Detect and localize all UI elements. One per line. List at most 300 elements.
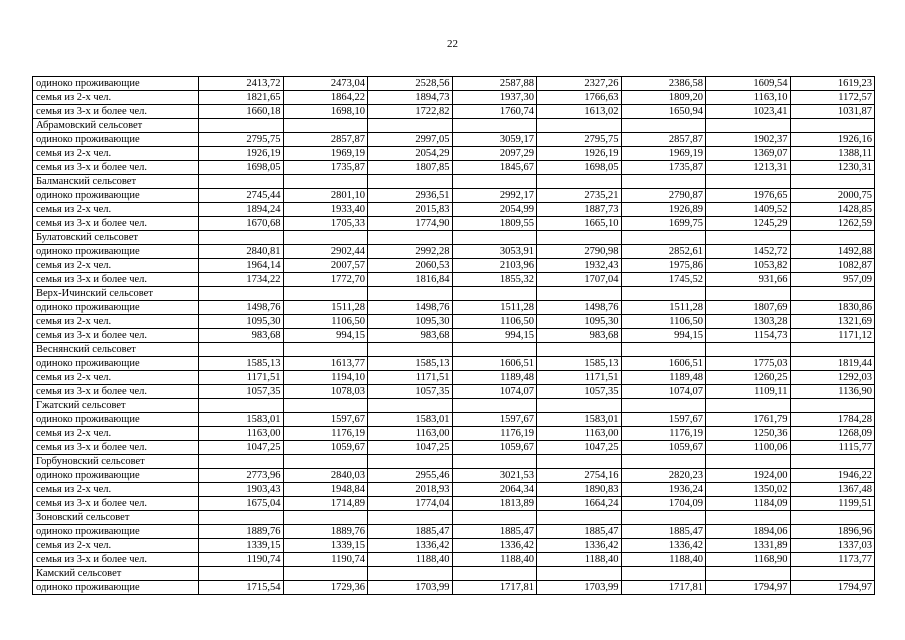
empty-cell [537,455,622,469]
empty-cell [537,399,622,413]
value-cell: 2790,87 [621,189,706,203]
table-row [33,301,875,315]
empty-cell [283,231,368,245]
table-row [33,427,875,441]
value-cell: 2936,51 [368,189,453,203]
empty-cell [368,119,453,133]
value-cell: 1268,09 [790,427,875,441]
value-cell: 1650,94 [621,105,706,119]
empty-cell [537,231,622,245]
table-row [33,581,875,595]
value-cell: 1498,76 [199,301,284,315]
row-label: семья из 2-х чел. [33,203,199,217]
row-label: одиноко проживающие [33,133,199,147]
empty-cell [621,567,706,581]
value-cell: 1095,30 [368,315,453,329]
value-cell: 1715,54 [199,581,284,595]
empty-cell [790,399,875,413]
value-cell: 1106,50 [621,315,706,329]
value-cell: 1885,47 [537,525,622,539]
value-cell: 2795,75 [537,133,622,147]
row-label: одиноко проживающие [33,189,199,203]
empty-cell [621,175,706,189]
empty-cell [283,511,368,525]
empty-cell [368,231,453,245]
value-cell: 1583,01 [537,413,622,427]
value-cell: 1936,24 [621,483,706,497]
value-cell: 1074,07 [452,385,537,399]
value-cell: 1336,42 [368,539,453,553]
value-cell: 1894,06 [706,525,791,539]
table-row [33,245,875,259]
table-row [33,525,875,539]
value-cell: 1176,19 [621,427,706,441]
value-cell: 1813,89 [452,497,537,511]
value-cell: 1409,52 [706,203,791,217]
empty-cell [283,175,368,189]
value-cell: 1809,55 [452,217,537,231]
value-cell: 2000,75 [790,189,875,203]
table-row [33,147,875,161]
tariff-table [32,76,875,595]
value-cell: 2054,29 [368,147,453,161]
empty-cell [790,175,875,189]
value-cell: 1189,48 [621,371,706,385]
value-cell: 1660,18 [199,105,284,119]
table-body [33,77,875,595]
value-cell: 1176,19 [452,427,537,441]
value-cell: 1772,70 [283,273,368,287]
empty-cell [199,231,284,245]
value-cell: 1606,51 [452,357,537,371]
page-number: 22 [447,38,458,50]
value-cell: 1698,10 [283,105,368,119]
value-cell: 1855,32 [452,273,537,287]
value-cell: 1705,33 [283,217,368,231]
value-cell: 1585,13 [537,357,622,371]
section-row [33,455,875,469]
value-cell: 1745,52 [621,273,706,287]
value-cell: 1095,30 [199,315,284,329]
value-cell: 1903,43 [199,483,284,497]
empty-cell [199,287,284,301]
empty-cell [283,455,368,469]
row-label: семья из 2-х чел. [33,259,199,273]
table-row [33,497,875,511]
value-cell: 1807,85 [368,161,453,175]
table-row [33,273,875,287]
value-cell: 2060,53 [368,259,453,273]
value-cell: 1775,03 [706,357,791,371]
value-cell: 1194,10 [283,371,368,385]
value-cell: 1388,11 [790,147,875,161]
value-cell: 1163,00 [368,427,453,441]
value-cell: 1948,84 [283,483,368,497]
value-cell: 1262,59 [790,217,875,231]
value-cell: 2955,46 [368,469,453,483]
value-cell: 931,66 [706,273,791,287]
value-cell: 1926,19 [537,147,622,161]
value-cell: 1172,57 [790,91,875,105]
empty-cell [537,343,622,357]
value-cell: 1171,51 [537,371,622,385]
section-title: Абрамовский сельсовет [33,119,199,133]
empty-cell [283,567,368,581]
empty-cell [452,511,537,525]
empty-cell [706,343,791,357]
empty-cell [706,455,791,469]
value-cell: 1184,09 [706,497,791,511]
table-row [33,357,875,371]
section-row [33,287,875,301]
value-cell: 2007,57 [283,259,368,273]
value-cell: 1902,37 [706,133,791,147]
value-cell: 1171,51 [368,371,453,385]
table-row [33,91,875,105]
value-cell: 1057,35 [537,385,622,399]
value-cell: 2413,72 [199,77,284,91]
value-cell: 1031,87 [790,105,875,119]
value-cell: 1766,63 [537,91,622,105]
value-cell: 1176,19 [283,427,368,441]
value-cell: 2754,16 [537,469,622,483]
row-label: семья из 2-х чел. [33,91,199,105]
empty-cell [199,399,284,413]
value-cell: 994,15 [452,329,537,343]
value-cell: 1807,69 [706,301,791,315]
row-label: одиноко проживающие [33,469,199,483]
empty-cell [199,119,284,133]
value-cell: 1100,06 [706,441,791,455]
table-row [33,483,875,497]
value-cell: 1511,28 [283,301,368,315]
value-cell: 1336,42 [621,539,706,553]
empty-cell [199,511,284,525]
row-label: семья из 3-х и более чел. [33,217,199,231]
value-cell: 1606,51 [621,357,706,371]
row-label: одиноко проживающие [33,581,199,595]
value-cell: 1163,00 [537,427,622,441]
value-cell: 1890,83 [537,483,622,497]
value-cell: 1735,87 [283,161,368,175]
table-row [33,413,875,427]
empty-cell [621,455,706,469]
empty-cell [452,455,537,469]
row-label: семья из 2-х чел. [33,147,199,161]
table-row [33,203,875,217]
value-cell: 2587,88 [452,77,537,91]
value-cell: 1321,69 [790,315,875,329]
section-row [33,231,875,245]
empty-cell [452,399,537,413]
empty-cell [790,343,875,357]
value-cell: 1078,03 [283,385,368,399]
value-cell: 1452,72 [706,245,791,259]
section-row [33,511,875,525]
empty-cell [706,567,791,581]
value-cell: 1059,67 [621,441,706,455]
value-cell: 1428,85 [790,203,875,217]
value-cell: 2801,10 [283,189,368,203]
value-cell: 1933,40 [283,203,368,217]
value-cell: 2857,87 [621,133,706,147]
section-row [33,175,875,189]
row-label: семья из 2-х чел. [33,371,199,385]
empty-cell [368,175,453,189]
value-cell: 1498,76 [368,301,453,315]
value-cell: 1946,22 [790,469,875,483]
empty-cell [283,287,368,301]
empty-cell [368,511,453,525]
value-cell: 1821,65 [199,91,284,105]
value-cell: 1809,20 [621,91,706,105]
empty-cell [199,455,284,469]
empty-cell [199,567,284,581]
value-cell: 2064,34 [452,483,537,497]
value-cell: 2386,58 [621,77,706,91]
value-cell: 1585,13 [368,357,453,371]
value-cell: 1188,40 [537,553,622,567]
value-cell: 1894,24 [199,203,284,217]
empty-cell [537,567,622,581]
section-title: Верх-Ичинский сельсовет [33,287,199,301]
section-row [33,119,875,133]
row-label: семья из 2-х чел. [33,539,199,553]
value-cell: 1717,81 [452,581,537,595]
value-cell: 1969,19 [283,147,368,161]
table-row [33,217,875,231]
value-cell: 1703,99 [537,581,622,595]
value-cell: 1784,28 [790,413,875,427]
value-cell: 1136,90 [790,385,875,399]
value-cell: 1698,05 [199,161,284,175]
empty-cell [283,119,368,133]
value-cell: 3053,91 [452,245,537,259]
value-cell: 1937,30 [452,91,537,105]
row-label: одиноко проживающие [33,77,199,91]
row-label: семья из 3-х и более чел. [33,105,199,119]
value-cell: 2054,99 [452,203,537,217]
value-cell: 1816,84 [368,273,453,287]
value-cell: 1369,07 [706,147,791,161]
value-cell: 1082,87 [790,259,875,273]
value-cell: 1188,40 [368,553,453,567]
value-cell: 2790,98 [537,245,622,259]
value-cell: 1213,31 [706,161,791,175]
section-row [33,567,875,581]
empty-cell [368,567,453,581]
value-cell: 1163,00 [199,427,284,441]
empty-cell [537,175,622,189]
value-cell: 2735,21 [537,189,622,203]
section-title: Горбуновский сельсовет [33,455,199,469]
table-row [33,105,875,119]
value-cell: 1059,67 [283,441,368,455]
table-row [33,161,875,175]
row-label: одиноко проживающие [33,525,199,539]
value-cell: 2852,61 [621,245,706,259]
value-cell: 1761,79 [706,413,791,427]
value-cell: 1975,86 [621,259,706,273]
value-cell: 2840,03 [283,469,368,483]
value-cell: 2773,96 [199,469,284,483]
value-cell: 2745,44 [199,189,284,203]
value-cell: 1171,12 [790,329,875,343]
value-cell: 1926,16 [790,133,875,147]
value-cell: 1190,74 [283,553,368,567]
table-row [33,329,875,343]
value-cell: 2015,83 [368,203,453,217]
value-cell: 1023,41 [706,105,791,119]
value-cell: 1597,67 [452,413,537,427]
value-cell: 1704,09 [621,497,706,511]
value-cell: 1059,67 [452,441,537,455]
empty-cell [368,399,453,413]
empty-cell [452,567,537,581]
value-cell: 2992,17 [452,189,537,203]
section-row [33,343,875,357]
value-cell: 1057,35 [199,385,284,399]
value-cell: 3059,17 [452,133,537,147]
value-cell: 3021,53 [452,469,537,483]
value-cell: 1188,40 [452,553,537,567]
value-cell: 1047,25 [368,441,453,455]
empty-cell [452,287,537,301]
value-cell: 1665,10 [537,217,622,231]
value-cell: 1760,74 [452,105,537,119]
table-row [33,133,875,147]
value-cell: 1707,04 [537,273,622,287]
value-cell: 1106,50 [452,315,537,329]
empty-cell [790,231,875,245]
empty-cell [621,399,706,413]
value-cell: 2097,29 [452,147,537,161]
value-cell: 1106,50 [283,315,368,329]
value-cell: 1619,23 [790,77,875,91]
value-cell: 1794,97 [706,581,791,595]
value-cell: 1774,04 [368,497,453,511]
table-row [33,553,875,567]
empty-cell [452,119,537,133]
row-label: семья из 3-х и более чел. [33,329,199,343]
value-cell: 1367,48 [790,483,875,497]
value-cell: 1597,67 [283,413,368,427]
empty-cell [790,511,875,525]
value-cell: 1053,82 [706,259,791,273]
table-row [33,371,875,385]
table-row [33,441,875,455]
empty-cell [790,567,875,581]
row-label: семья из 3-х и более чел. [33,553,199,567]
value-cell: 1976,65 [706,189,791,203]
empty-cell [368,343,453,357]
value-cell: 1498,76 [537,301,622,315]
value-cell: 1173,77 [790,553,875,567]
row-label: семья из 2-х чел. [33,427,199,441]
empty-cell [706,511,791,525]
empty-cell [199,343,284,357]
value-cell: 1511,28 [452,301,537,315]
value-cell: 2103,96 [452,259,537,273]
value-cell: 1729,36 [283,581,368,595]
table-row [33,539,875,553]
empty-cell [706,287,791,301]
table-row [33,189,875,203]
table-row [33,315,875,329]
value-cell: 1924,00 [706,469,791,483]
value-cell: 1583,01 [368,413,453,427]
value-cell: 1336,42 [452,539,537,553]
empty-cell [368,455,453,469]
value-cell: 2820,23 [621,469,706,483]
empty-cell [452,343,537,357]
empty-cell [706,175,791,189]
value-cell: 1722,82 [368,105,453,119]
empty-cell [621,287,706,301]
section-title: Камский сельсовет [33,567,199,581]
value-cell: 1717,81 [621,581,706,595]
value-cell: 1190,74 [199,553,284,567]
row-label: одиноко проживающие [33,357,199,371]
table-row [33,385,875,399]
value-cell: 1171,51 [199,371,284,385]
value-cell: 1230,31 [790,161,875,175]
empty-cell [537,287,622,301]
section-title: Гжатский сельсовет [33,399,199,413]
value-cell: 1303,28 [706,315,791,329]
row-label: одиноко проживающие [33,301,199,315]
value-cell: 1597,67 [621,413,706,427]
row-label: семья из 3-х и более чел. [33,161,199,175]
value-cell: 2018,93 [368,483,453,497]
value-cell: 1969,19 [621,147,706,161]
value-cell: 1703,99 [368,581,453,595]
value-cell: 1047,25 [199,441,284,455]
section-title: Булатовский сельсовет [33,231,199,245]
value-cell: 1074,07 [621,385,706,399]
value-cell: 1336,42 [537,539,622,553]
value-cell: 1115,77 [790,441,875,455]
value-cell: 1864,22 [283,91,368,105]
value-cell: 1964,14 [199,259,284,273]
empty-cell [621,119,706,133]
value-cell: 1885,47 [621,525,706,539]
value-cell: 2902,44 [283,245,368,259]
value-cell: 2857,87 [283,133,368,147]
value-cell: 1699,75 [621,217,706,231]
empty-cell [790,455,875,469]
empty-cell [199,175,284,189]
section-title: Веснянский сельсовет [33,343,199,357]
empty-cell [621,343,706,357]
row-label: семья из 3-х и более чел. [33,385,199,399]
table-row [33,469,875,483]
value-cell: 1894,73 [368,91,453,105]
value-cell: 1885,47 [368,525,453,539]
value-cell: 1932,43 [537,259,622,273]
value-cell: 2795,75 [199,133,284,147]
value-cell: 1670,68 [199,217,284,231]
empty-cell [621,511,706,525]
value-cell: 1250,36 [706,427,791,441]
value-cell: 1339,15 [283,539,368,553]
value-cell: 1331,89 [706,539,791,553]
value-cell: 1260,25 [706,371,791,385]
empty-cell [790,119,875,133]
empty-cell [706,399,791,413]
empty-cell [283,343,368,357]
value-cell: 1154,73 [706,329,791,343]
